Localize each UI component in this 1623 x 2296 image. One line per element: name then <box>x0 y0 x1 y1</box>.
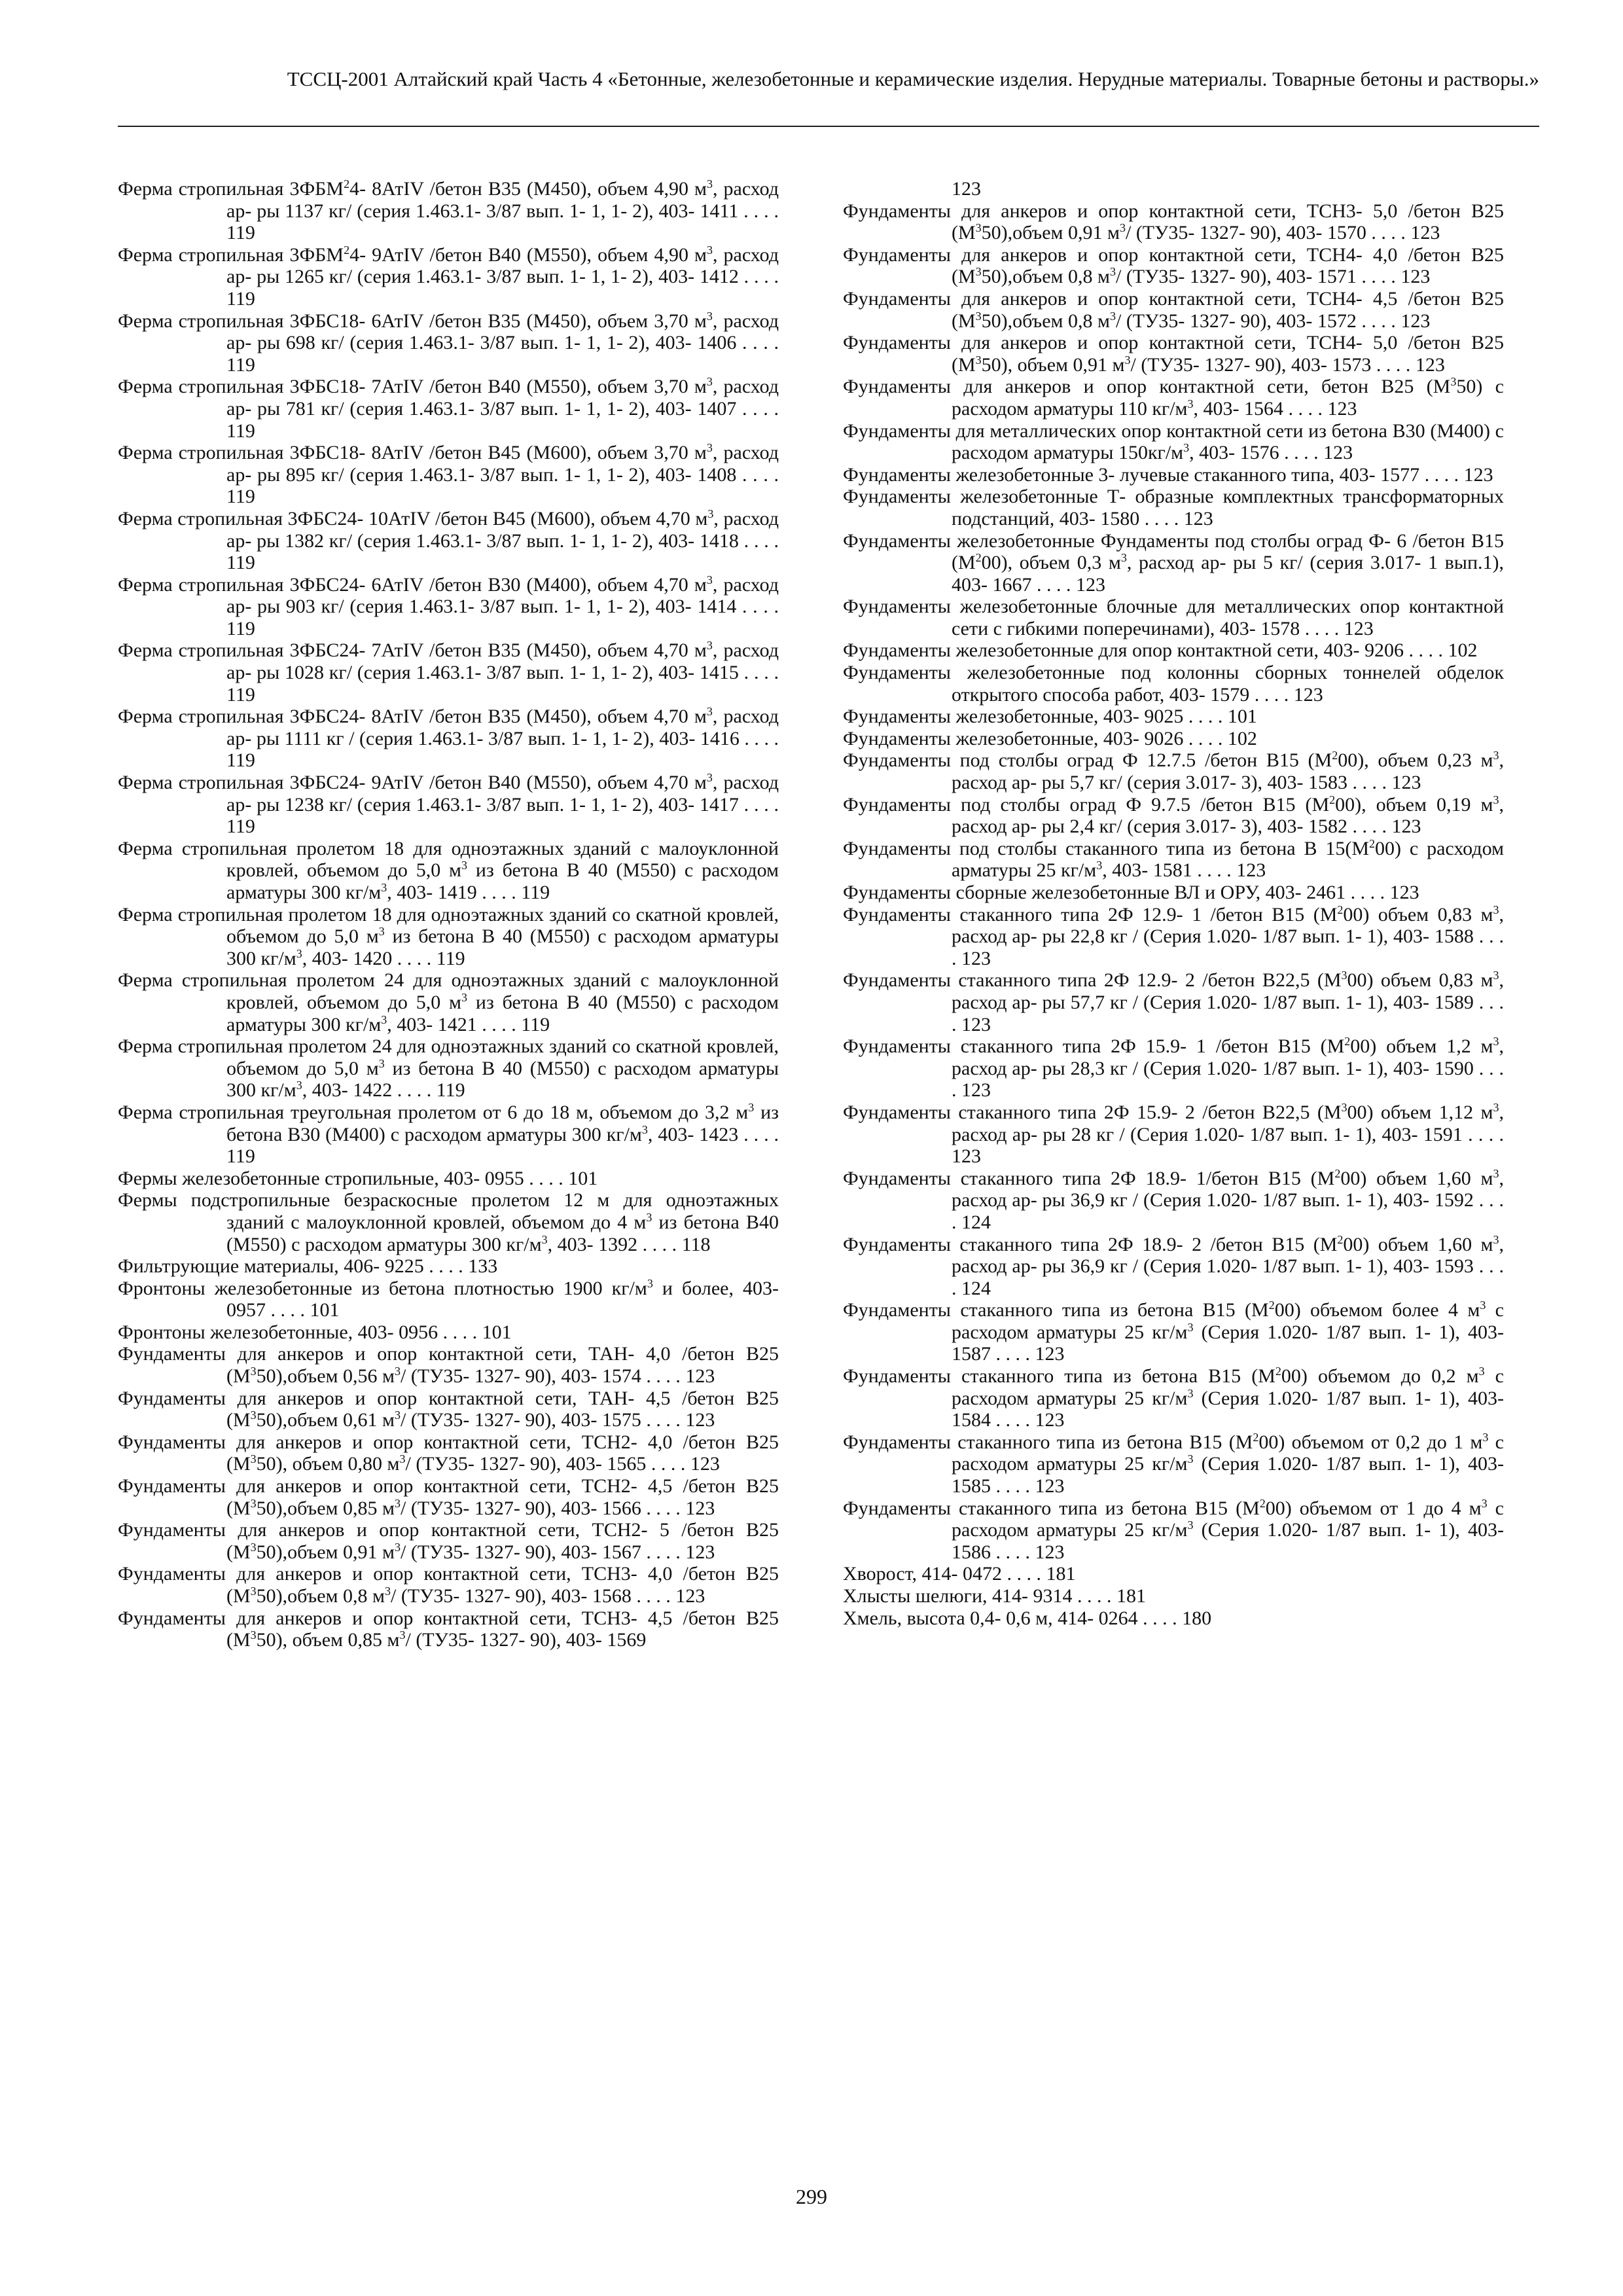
superscript: 2 <box>1334 1166 1341 1180</box>
index-entry: Фундаменты стаканного типа 2Ф 18.9- 1/бетон В15 $(М^200)$ объем 1,60 $м^3$, расход ар- ры 36,9 кг / (Серия 1.020- 1/87 вып. 1- 1), 403- 1592 . . . . 124 <box>843 1166 1504 1233</box>
entry-page-number: 119 <box>436 1079 465 1102</box>
entry-text: Фундаменты для металлических опор контактной сети из бетона В30 (М400) с расходом арматуры $150кг/м^3$, 403- 1576 <box>843 420 1504 464</box>
superscript: 3 <box>296 946 302 960</box>
superscript: 3 <box>1183 441 1190 455</box>
entry-page-number: 119 <box>436 947 465 969</box>
entry-page-number: 123 <box>1410 222 1440 244</box>
entry-text: Фундаменты железобетонные, 403- 9026 <box>843 727 1184 749</box>
index-entry: Ферма стропильная 3ФБС18- 6АтIV /бетон В35 (М450), объем 3,70 $м^3$, расход ар- ры 698 кг/ (серия 1.463.1- 3/87 вып. 1- 1, 1- 2), 403- 1406 . . . . 119 <box>118 309 779 376</box>
index-entry: Фундаменты под столбы оград Ф 9.7.5 /бетон В15 $(М^200)$, объем 0,19 $м^3$, расход ар- ры 2,4 кг/ (серия 3.017- 3), 403- 1582 . . . . 123 <box>843 793 1504 838</box>
index-entry <box>118 1607 779 1651</box>
entry-page-number: 119 <box>226 749 255 772</box>
entry-page-number: 123 <box>1293 683 1323 706</box>
index-entry: Фундаменты железобетонные, 403- 9026 . . . . 102 <box>843 727 1257 749</box>
index-entry: Фундаменты для металлических опор контактной сети из бетона В30 (М400) с расходом арматуры $150кг/м^3$, 403- 1576 . . . . 123 <box>843 420 1504 464</box>
index-entry: Ферма стропильная 3ФБС24- 6АтIV /бетон В30 (М400), объем 4,70 $м^3$, расход ар- ры 903 кг/ (серия 1.463.1- 3/87 вып. 1- 1, 1- 2), 403- 1414 . . . . 119 <box>118 573 779 639</box>
entry-page-number: 133 <box>468 1255 498 1278</box>
superscript: 3 <box>394 1496 401 1510</box>
superscript: 3 <box>1480 1299 1486 1312</box>
entry-page-number: 119 <box>226 222 255 244</box>
superscript: 3 <box>1341 1100 1347 1114</box>
entry-page-number: 123 <box>685 1409 715 1431</box>
index-entry: Ферма стропильная треугольная пролетом от 6 до 18 м, объемом до 3,2 $м^3$ из бетона В30 (М400) с расходом арматуры 300 $кг/м^3$, 403- 1423 . . . . 119 <box>118 1100 779 1168</box>
entry-text: Фундаменты стаканного типа 2Ф 12.9- 1 /бетон В15 $(М^200)$ объем 0,83 $м^3$, расход ар- ры 22,8 кг / (Серия 1.020- 1/87 вып. 1- 1), 403- 1588 <box>843 903 1504 948</box>
entry-page-number: 123 <box>1035 1343 1065 1365</box>
superscript: 3 <box>706 705 713 719</box>
entry-page-number: 123 <box>1400 310 1431 332</box>
superscript: 2 <box>1253 1430 1259 1444</box>
superscript: 3 <box>1187 1386 1194 1400</box>
index-entry: Фермы подстропильные безраскосные пролетом 12 м для одноэтажных зданий с малоуклонной кровлей, объемом до 4 $м^3$ из бетона В40 (М550) с расходом арматуры 300 $кг/м^3$, 403- 1392 . . . . 118 <box>118 1189 779 1255</box>
superscript: 3 <box>1119 221 1126 235</box>
index-entry: Ферма стропильная 3ФБС18- 8АтIV /бетон В45 (М600), объем 3,70 $м^3$, расход ар- ры 895 кг/ (серия 1.463.1- 3/87 вып. 1- 1, 1- 2), 403- 1408 . . . . 119 <box>118 441 779 508</box>
entry-text: Фронтоны железобетонные, 403- 0956 <box>118 1321 438 1343</box>
entry-text: Ферма стропильная 3ФБС24- 6АтIV /бетон В30 (М400), объем 4,70 $м^3$, расход ар- ры 903 кг/ (серия 1.463.1- 3/87 вып. 1- 1, 1- 2), 403- 1414 <box>118 573 779 618</box>
index-entry: Ферма стропильная 3ФБС24- 8АтIV /бетон В35 (М450), объем 4,70 $м^3$, расход ар- ры 1111 кг / (серия 1.463.1- 3/87 вып. 1- 1, 1- 2), 403- 1416 . . . . 119 <box>118 705 779 772</box>
superscript: 3 <box>1187 397 1194 410</box>
index-entry: Фундаменты для анкеров и опор контактной сети, ТАН- 4,5 /бетон В25 $(М^350),объем$ 0,61 $м^3/$ (ТУ35- 1327- 90), 403- 1575 . . . . 123 <box>118 1387 779 1431</box>
entry-page-number: 123 <box>1323 442 1353 464</box>
entry-page-number: 119 <box>226 420 255 442</box>
superscript: 3 <box>1493 1100 1499 1114</box>
index-entry: Фильтрующие материалы, 406- 9225 . . . . 133 <box>118 1255 498 1278</box>
entry-page-number: 102 <box>1227 727 1257 749</box>
superscript: 3 <box>706 375 713 389</box>
entry-page-number: 119 <box>521 1013 550 1035</box>
entry-page-number: 123 <box>1035 1541 1065 1563</box>
index-entry: Фундаменты железобетонные 3- лучевые стаканного типа, 403- 1577 . . . . 123 <box>843 463 1493 486</box>
superscript: 3 <box>975 353 982 367</box>
entry-text: Ферма стропильная 3ФБС18- 6АтIV /бетон В35 (М450), объем 3,70 $м^3$, расход ар- ры 698 кг/ (серия 1.463.1- 3/87 вып. 1- 1, 1- 2), 403- 1406 <box>118 309 779 354</box>
superscript: 3 <box>1109 309 1116 323</box>
superscript: 3 <box>250 1628 257 1642</box>
entry-page-number: 119 <box>226 617 255 639</box>
index-entry: Фундаменты стаканного типа из бетона В15 $(М^200)$ объемом до 0,2 $м^3$ с расходом арматуры 25 $кг/м^3$ (Серия 1.020- 1/87 вып. 1- 1), 403- 1584 . . . . 123 <box>843 1365 1504 1431</box>
superscript: 2 <box>1344 1035 1351 1049</box>
index-column-right <box>843 178 1504 1629</box>
entry-text: Фундаменты для анкеров и опор контактной сети, ТАН- 4,0 /бетон В25 $(М^350),объем$ 0,56 $м^3/$ (ТУ35- 1327- 90), 403- 1574 <box>118 1343 779 1388</box>
entry-page-number: 101 <box>310 1299 340 1321</box>
entry-page-number: 123 <box>1415 353 1445 376</box>
index-entry: Фронтоны железобетонные, 403- 0956 . . . . 101 <box>118 1321 512 1343</box>
entry-page-number: 124 <box>961 1211 991 1233</box>
entry-page-number: 123 <box>690 1453 720 1475</box>
superscript: 3 <box>399 1452 406 1466</box>
superscript: 2 <box>1337 903 1344 916</box>
entry-page-number: 119 <box>226 287 255 310</box>
entry-page-number: 123 <box>1400 266 1431 288</box>
entry-text: Ферма стропильная пролетом 18 для одноэтажных зданий со скатной кровлей, объемом до 5,0 $м^3$ из бетона В 40 (М550) с расходом арматуры 300 $кг/м^3$, 403- 1420 <box>118 903 779 969</box>
entry-page-number: 123 <box>1463 463 1493 486</box>
index-entry: Хворост, 414- 0472 . . . . 181 <box>843 1563 1076 1585</box>
entry-page-number: 123 <box>1391 816 1421 838</box>
index-entry: Фундаменты сборные железобетонные ВЛ и ОРУ, 403- 2461 . . . . 123 <box>843 882 1419 903</box>
entry-text: Фундаменты сборные железобетонные ВЛ и ОРУ, 403- 2461 <box>843 882 1346 903</box>
entry-page-number: 123 <box>675 1585 705 1607</box>
entry-page-number: 101 <box>568 1167 598 1189</box>
superscript: 3 <box>706 441 713 455</box>
index-entry: Ферма стропильная 3ФБС24- 7АтIV /бетон В35 (М450), объем 4,70 $м^3$, расход ар- ры 1028 кг/ (серия 1.463.1- 3/87 вып. 1- 1, 1- 2), 403- 1415 . . . . 119 <box>118 639 779 706</box>
index-entry: Фундаменты железобетонные блочные для металлических опор контактной сети с гибкими поперечинами), 403- 1578 . . . . 123 <box>843 596 1504 639</box>
index-entry: Фундаменты стаканного типа 2Ф 12.9- 1 /бетон В15 $(М^200)$ объем 0,83 $м^3$, расход ар- ры 22,8 кг / (Серия 1.020- 1/87 вып. 1- 1), 403- 1588 . . . . 123 <box>843 903 1504 969</box>
entry-page-number: 181 <box>1116 1585 1147 1607</box>
entry-page-number: 119 <box>226 552 255 574</box>
index-entry: Фундаменты для анкеров и опор контактной сети, ТСН4- 4,5 /бетон В25 $(М^350),объем$ 0,8 $м^3/$ (ТУ35- 1327- 90), 403- 1572 . . . . 123 <box>843 287 1504 332</box>
entry-page-number: 101 <box>482 1321 512 1343</box>
entry-text: Ферма стропильная 3ФБС24- 10АтIV /бетон В45 (М600), объем 4,70 $м^3$, расход ар- ры 1382 кг/ (серия 1.463.1- 3/87 вып. 1- 1, 1- 2), 403- 1418 <box>118 507 779 552</box>
superscript: 3 <box>399 1628 406 1642</box>
index-entry: Фундаменты для анкеров и опор контактной сети, ТСН2- 5 /бетон В25 $(М^350),объем$ 0,91 $м^3/$ (ТУ35- 1327- 90), 403- 1567 . . . . 123 <box>118 1519 779 1563</box>
superscript: 3 <box>394 1408 401 1422</box>
entry-page-number: 123 <box>1391 772 1421 794</box>
index-entry: Фронтоны железобетонные из бетона плотностью 1900 $кг/м^3$ и более, 403- 0957 . . . . 101 <box>118 1276 779 1321</box>
superscript: 2 <box>1329 793 1336 806</box>
superscript: 2 <box>1337 1232 1344 1246</box>
index-entry: Ферма стропильная 3ФБС18- 7АтIV /бетон В40 (М550), объем 3,70 $м^3$, расход ар- ры 781 кг/ (серия 1.463.1- 3/87 вып. 1- 1, 1- 2), 403- 1407 . . . . 119 <box>118 375 779 442</box>
superscript: 3 <box>394 1365 401 1378</box>
superscript: 3 <box>1493 1035 1499 1049</box>
superscript: 3 <box>1493 793 1499 806</box>
entry-text: Фундаменты железобетонные для опор контактной сети, 403- 9206 <box>843 639 1404 662</box>
superscript: 3 <box>706 309 713 323</box>
superscript: 2 <box>344 177 350 190</box>
superscript: 3 <box>381 881 387 894</box>
index-entry: Ферма стропильная пролетом 24 для одноэтажных зданий с малоуклонной кровлей, объемом до 5,0 $м^3$ из бетона В 40 (М550) с расходом арматуры 300 $кг/м^3$, 403- 1421 . . . . 119 <box>118 969 779 1035</box>
entry-text: Фундаменты стаканного типа из бетона В15 $(М^200)$ объемом от 0,2 до 1 $м^3$ с расходом арматуры 25 $кг/м^3$ (Серия 1.020- 1/87 вып. 1- 1), 403- 1585 <box>843 1430 1504 1498</box>
entry-text: Фундаменты для анкеров и опор контактной сети, ТСН3- 4,0 /бетон В25 $(М^350),объем$ 0,8 $м^3/$ (ТУ35- 1327- 90), 403- 1568 <box>118 1563 779 1607</box>
entry-text: Фундаменты для анкеров и опор контактной сети, бетон В25 $(М^350)$ с расходом арматуры 110 $кг/м^3$, 403- 1564 <box>843 375 1504 420</box>
superscript: 3 <box>706 573 713 586</box>
entry-page-number: 102 <box>1448 639 1478 662</box>
entry-text: Фундаменты для анкеров и опор контактной сети, ТСН4- 4,0 /бетон В25 $(М^350),объем$ 0,8 $м^3/$ (ТУ35- 1327- 90), 403- 1571 <box>843 243 1504 288</box>
entry-page-number: 123 <box>1236 859 1266 882</box>
superscript: 3 <box>250 1408 257 1422</box>
superscript: 3 <box>250 1365 257 1378</box>
index-entry: Фермы железобетонные стропильные, 403- 0955 . . . . 101 <box>118 1167 598 1189</box>
index-entry: Фундаменты для анкеров и опор контактной сети, ТСН3- 4,0 /бетон В25 $(М^350),объем$ 0,8 $м^3/$ (ТУ35- 1327- 90), 403- 1568 . . . . 123 <box>118 1563 779 1607</box>
superscript: 3 <box>1187 1320 1194 1334</box>
entry-text: Фундаменты железобетонные блочные для металлических опор контактной сети с гибкими поперечинами), 403- 1578 <box>843 596 1504 639</box>
index-entry: Фундаменты для анкеров и опор контактной сети, ТСН4- 4,0 /бетон В25 $(М^350),объем$ 0,8 $м^3/$ (ТУ35- 1327- 90), 403- 1571 . . . . 123 <box>843 243 1504 288</box>
entry-text: Ферма стропильная 3ФБМ$^2$4- 8АтIV /бетон В35 (М450), объем 4,90 $м^3$, расход ар- ры 1137 кг/ (серия 1.463.1- 3/87 вып. 1- 1, 1- 2), 403- 1411 <box>118 177 779 222</box>
superscript: 2 <box>1369 836 1376 850</box>
superscript: 2 <box>1332 749 1338 762</box>
index-entry: Хмель, высота 0,4- 0,6 м, 414- 0264 . . . . 180 <box>843 1607 1212 1629</box>
superscript: 3 <box>1341 969 1347 982</box>
superscript: 3 <box>1482 1430 1489 1444</box>
superscript: 3 <box>378 925 385 939</box>
entry-text: Ферма стропильная 3ФБМ$^2$4- 9АтIV /бетон В40 (М550), объем 4,90 $м^3$, расход ар- ры 1265 кг/ (серия 1.463.1- 3/87 вып. 1- 1, 1- 2), 403- 1412 <box>118 243 779 288</box>
entry-text: Фундаменты для анкеров и опор контактной сети, ТСН3- 5,0 /бетон В25 $(М^350),объем$ 0,91 $м^3/$ (ТУ35- 1327- 90), 403- 1570 <box>843 200 1504 244</box>
index-entry: Ферма стропильная 3ФБМ$^2$4- 8АтIV /бетон В35 (М450), объем 4,90 $м^3$, расход ар- ры 1137 кг/ (серия 1.463.1- 3/87 вып. 1- 1, 1- 2), 403- 1411 . . . . 119 <box>118 177 779 244</box>
entry-text: Ферма стропильная пролетом 24 для одноэтажных зданий с малоуклонной кровлей, объемом до 5,0 $м^3$ из бетона В 40 (М550) с расходом арматуры 300 $кг/м^3$, 403- 1421 <box>118 969 779 1035</box>
entry-text: Ферма стропильная 3ФБС18- 7АтIV /бетон В40 (М550), объем 3,70 $м^3$, расход ар- ры 781 кг/ (серия 1.463.1- 3/87 вып. 1- 1, 1- 2), 403- 1407 <box>118 375 779 420</box>
entry-text: Фундаменты железобетонные Фундаменты под столбы оград Ф- 6 /бетон В15 $(М^200)$, объем 0,3 $м^3$, расход ар- ры 5 кг/ (серия 3.017- 1 вып.1), 403- 1667 <box>843 529 1504 596</box>
index-entry: Фундаменты железобетонные, 403- 9025 . . . . 101 <box>843 706 1257 728</box>
index-entry: Ферма стропильная 3ФБС24- 9АтIV /бетон В40 (М550), объем 4,70 $м^3$, расход ар- ры 1238 кг/ (серия 1.463.1- 3/87 вып. 1- 1, 1- 2), 403- 1417 . . . . 119 <box>118 771 779 838</box>
superscript: 3 <box>381 1013 387 1026</box>
header-rule <box>118 126 1539 127</box>
index-entry: Фундаменты для анкеров и опор контактной сети, бетон В25 $(М^350)$ с расходом арматуры 110 $кг/м^3$, 403- 1564 . . . . 123 <box>843 375 1504 420</box>
index-entry: Фундаменты для анкеров и опор контактной сети, ТАН- 4,0 /бетон В25 $(М^350),объем$ 0,56 $м^3/$ (ТУ35- 1327- 90), 403- 1574 . . . . 123 <box>118 1343 779 1388</box>
superscript: 3 <box>706 243 713 257</box>
entry-text: Фронтоны железобетонные из бетона плотностью 1900 $кг/м^3$ и более, 403- 0957 <box>118 1276 779 1321</box>
continued-page-number: 123 <box>952 178 981 200</box>
superscript: 3 <box>1493 1166 1499 1180</box>
index-entry: Фундаменты железобетонные для опор контактной сети, 403- 9206 . . . . 102 <box>843 639 1478 662</box>
superscript: 3 <box>748 1100 755 1114</box>
index-column-left <box>118 178 779 1651</box>
superscript: 3 <box>707 507 714 520</box>
entry-text: Ферма стропильная пролетом 18 для одноэтажных зданий с малоуклонной кровлей, объемом до 5,0 $м^3$ из бетона В 40 (М550) с расходом арматуры 300 $кг/м^3$, 403- 1419 <box>118 837 779 903</box>
entry-text: Фундаменты под столбы оград Ф 9.7.5 /бетон В15 $(М^200)$, объем 0,19 $м^3$, расход ар- ры 2,4 кг/ (серия 3.017- 3), 403- 1582 <box>843 793 1504 838</box>
superscript: 3 <box>461 990 468 1004</box>
entry-page-number: 123 <box>685 1365 715 1388</box>
entry-text: Фундаменты под столбы стаканного типа из бетона В $15(М^200)$ с расходом арматуры 25 $кг/м^3$, 403- 1581 <box>843 836 1504 882</box>
entry-text: Хлысты шелюги, 414- 9314 <box>843 1585 1073 1607</box>
entry-page-number: 123 <box>952 1145 981 1168</box>
superscript: 3 <box>975 265 982 279</box>
superscript: 3 <box>706 771 713 785</box>
entry-text: Фундаменты для анкеров и опор контактной сети, ТСН4- 5,0 /бетон В25 $(М^350)$, объем 0,91 $м^3/$ (ТУ35- 1327- 90), 403- 1573 <box>843 332 1504 376</box>
entry-page-number: 123 <box>685 1541 715 1563</box>
superscript: 3 <box>706 177 713 190</box>
superscript: 2 <box>344 243 350 257</box>
entry-text: Фундаменты стаканного типа 2Ф 12.9- 2 /бетон В22,5 $(М^300)$ объем 0,83 $м^3$, расход ар- ры 57,7 кг / (Серия 1.020- 1/87 вып. 1- 1), 403- 1589 <box>843 969 1504 1013</box>
entry-page-number: 119 <box>226 353 255 376</box>
superscript: 3 <box>250 1496 257 1510</box>
entry-page-number: 180 <box>1182 1607 1212 1629</box>
superscript: 3 <box>250 1540 257 1554</box>
superscript: 3 <box>1493 1232 1499 1246</box>
entry-text: Ферма стропильная 3ФБС24- 8АтIV /бетон В35 (М450), объем 4,70 $м^3$, расход ар- ры 1111 кг / (серия 1.463.1- 3/87 вып. 1- 1, 1- 2), 403- 1416 <box>118 705 779 749</box>
superscript: 3 <box>1187 1518 1194 1532</box>
superscript: 3 <box>1120 551 1127 565</box>
entry-page-number: 123 <box>1035 1409 1065 1431</box>
entry-page-number: 123 <box>685 1497 715 1519</box>
entry-text: Фундаменты для анкеров и опор контактной сети, ТСН3- 4,5 /бетон В25 $(М^350)$, объем 0,85 $м^3/$ (ТУ35- 1327- 90), 403- 1569 <box>118 1607 779 1651</box>
index-entry: Ферма стропильная пролетом 24 для одноэтажных зданий со скатной кровлей, объемом до 5,0 $м^3$ из бетона В 40 (М550) с расходом арматуры 300 $кг/м^3$, 403- 1422 . . . . 119 <box>118 1035 779 1102</box>
entry-page-number: 123 <box>961 1079 991 1102</box>
entry-text: Фундаменты железобетонные Т- образные комплектных трансформаторных подстанций, 403- 1580 <box>843 486 1504 529</box>
superscript: 3 <box>1124 353 1131 367</box>
index-entry: Фундаменты под столбы оград Ф 12.7.5 /бетон В15 $(М^200)$, объем 0,23 $м^3$, расход ар- ры 5,7 кг/ (серия 3.017- 3), 403- 1583 . . . . 123 <box>843 749 1505 794</box>
superscript: 3 <box>706 639 713 653</box>
superscript: 3 <box>1493 969 1499 982</box>
superscript: 3 <box>296 1079 302 1092</box>
superscript: 3 <box>384 1585 391 1598</box>
index-entry: Фундаменты стаканного типа 2Ф 18.9- 2 /бетон В15 $(М^200)$ объем 1,60 $м^3$, расход ар- ры 36,9 кг / (Серия 1.020- 1/87 вып. 1- 1), 403- 1593 . . . . 124 <box>843 1232 1504 1299</box>
index-entry: Фундаменты железобетонные Фундаменты под столбы оград Ф- 6 /бетон В15 $(М^200)$, объем 0,3 $м^3$, расход ар- ры 5 кг/ (серия 3.017- 1 вып.1), 403- 1667 . . . . 123 <box>843 529 1504 596</box>
index-entry: Хлысты шелюги, 414- 9314 . . . . 181 <box>843 1585 1147 1607</box>
entry-page-number: 119 <box>226 1145 255 1168</box>
superscript: 3 <box>1478 1365 1485 1378</box>
entry-text: Ферма стропильная 3ФБС24- 7АтIV /бетон В35 (М450), объем 4,70 $м^3$, расход ар- ры 1028 кг/ (серия 1.463.1- 3/87 вып. 1- 1, 1- 2), 403- 1415 <box>118 639 779 684</box>
entry-text: Фундаменты для анкеров и опор контактной сети, ТСН2- 4,5 /бетон В25 $(М^350),объем$ 0,85 $м^3/$ (ТУ35- 1327- 90), 403- 1566 <box>118 1475 779 1519</box>
index-entry: Фундаменты для анкеров и опор контактной сети, ТСН2- 4,5 /бетон В25 $(М^350),объем$ 0,85 $м^3/$ (ТУ35- 1327- 90), 403- 1566 . . . . 123 <box>118 1475 779 1519</box>
entry-text: Фундаменты для анкеров и опор контактной сети, ТСН2- 5 /бетон В25 $(М^350),объем$ 0,91 $м^3/$ (ТУ35- 1327- 90), 403- 1567 <box>118 1519 779 1563</box>
entry-text: Фермы железобетонные стропильные, 403- 0955 <box>118 1167 524 1189</box>
index-entry: Фундаменты стаканного типа 2Ф 15.9- 1 /бетон В15 $(М^200)$ объем 1,2 $м^3$, расход ар- ры 28,3 кг / (Серия 1.020- 1/87 вып. 1- 1), 403- 1590 . . . . 123 <box>843 1035 1504 1102</box>
entry-page-number: 123 <box>1035 1475 1065 1498</box>
entry-page-number: 123 <box>1327 397 1357 420</box>
index-entry: Ферма стропильная 3ФБМ$^2$4- 9АтIV /бетон В40 (М550), объем 4,90 $м^3$, расход ар- ры 1265 кг/ (серия 1.463.1- 3/87 вып. 1- 1, 1- 2), 403- 1412 . . . . 119 <box>118 243 779 310</box>
superscript: 2 <box>975 551 982 565</box>
entry-text: Хворост, 414- 0472 <box>843 1563 1003 1585</box>
superscript: 3 <box>250 1585 257 1598</box>
entry-text: Фундаменты стаканного типа 2Ф 15.9- 1 /бетон В15 $(М^200)$ объем 1,2 $м^3$, расход ар- ры 28,3 кг / (Серия 1.020- 1/87 вып. 1- 1), 403- 1590 <box>843 1035 1504 1079</box>
entry-page-number: 119 <box>226 816 255 838</box>
entry-page-number: 123 <box>1389 882 1419 903</box>
entry-text: Фундаменты железобетонные, 403- 9025 <box>843 706 1184 728</box>
superscript: 3 <box>1493 903 1499 916</box>
superscript: 3 <box>646 1210 652 1224</box>
index-entry: Фундаменты для анкеров и опор контактной сети, ТСН3- 5,0 /бетон В25 $(М^350),объем$ 0,91 $м^3/$ (ТУ35- 1327- 90), 403- 1570 . . . . 123 <box>843 200 1504 244</box>
entry-page-number: 123 <box>1183 507 1213 529</box>
entry-text: Фермы подстропильные безраскосные пролетом 12 м для одноэтажных зданий с малоуклонной кровлей, объемом до 4 $м^3$ из бетона В40 (М550) с расходом арматуры 300 $кг/м^3$, 403- 1392 <box>118 1189 779 1255</box>
entry-text: Фундаменты для анкеров и опор контактной сети, ТСН4- 4,5 /бетон В25 $(М^350),объем$ 0,8 $м^3/$ (ТУ35- 1327- 90), 403- 1572 <box>843 287 1504 332</box>
entry-page-number: 119 <box>521 882 550 903</box>
entry-page-number: 181 <box>1046 1563 1076 1585</box>
entry-text: Фундаменты стаканного типа 2Ф 18.9- 1/бетон В15 $(М^200)$ объем 1,60 $м^3$, расход ар- ры 36,9 кг / (Серия 1.020- 1/87 вып. 1- 1), 403- 1592 <box>843 1166 1504 1211</box>
entry-text: Фундаменты стаканного типа из бетона В15 $(М^200)$ объемом до 0,2 $м^3$ с расходом арматуры 25 $кг/м^3$ (Серия 1.020- 1/87 вып. 1- 1), 403- 1584 <box>843 1365 1504 1431</box>
superscript: 3 <box>394 1540 401 1554</box>
entry-text: Фундаменты стаканного типа 2Ф 15.9- 2 /бетон В22,5 $(М^300)$ объем 1,12 $м^3$, расход ар- ры 28 кг / (Серия 1.020- 1/87 вып. 1- 1), 403- 1591 <box>843 1100 1504 1145</box>
entry-page-number: 119 <box>226 683 255 706</box>
index-entry: Фундаменты стаканного типа из бетона В15 $(М^200)$ объемом от 1 до 4 $м^3$ с расходом арматуры 25 $кг/м^3$ (Серия 1.020- 1/87 вып. 1- 1), 403- 1586 . . . . 123 <box>843 1496 1504 1563</box>
index-entry: Фундаменты под столбы стаканного типа из бетона В $15(М^200)$ с расходом арматуры 25 $кг/м^3$, 403- 1581 . . . . 123 <box>843 836 1504 882</box>
index-entry: Фундаменты для анкеров и опор контактной сети, ТСН2- 4,0 /бетон В25 $(М^350)$, объем 0,80 $м^3/$ (ТУ35- 1327- 90), 403- 1565 . . . . 123 <box>118 1431 779 1475</box>
entry-text: Хмель, высота 0,4- 0,6 м, 414- 0264 <box>843 1607 1138 1629</box>
index-entry: Ферма стропильная пролетом 18 для одноэтажных зданий со скатной кровлей, объемом до 5,0 $м^3$ из бетона В 40 (М550) с расходом арматуры 300 $кг/м^3$, 403- 1420 . . . . 119 <box>118 903 779 969</box>
page-number: 299 <box>796 2185 827 2208</box>
entry-text: Фундаменты железобетонные под колонны сборных тоннелей обделок открытого способа работ, 403- 1579 <box>843 662 1504 706</box>
superscript: 2 <box>1275 1365 1281 1378</box>
index-entry: Фундаменты железобетонные под колонны сборных тоннелей обделок открытого способа работ, 403- 1579 . . . . 123 <box>843 662 1504 706</box>
entry-page-number: 123 <box>1344 617 1374 639</box>
entry-page-number: 123 <box>961 947 991 969</box>
running-header: ТССЦ-2001 Алтайский край Часть 4 «Бетонные, железобетонные и керамические изделия. Нерудные материалы. Товарные бетоны и растворы.» <box>287 67 1539 90</box>
superscript: 3 <box>1481 1496 1488 1510</box>
entry-text: Фундаменты для анкеров и опор контактной сети, ТСН2- 4,0 /бетон В25 $(М^350)$, объем 0,80 $м^3/$ (ТУ35- 1327- 90), 403- 1565 <box>118 1431 779 1475</box>
index-entry: Фундаменты для анкеров и опор контактной сети, ТСН4- 5,0 /бетон В25 $(М^350)$, объем 0,91 $м^3/$ (ТУ35- 1327- 90), 403- 1573 . . . . 123 <box>843 332 1504 376</box>
entry-page-number: 119 <box>226 486 255 508</box>
entry-text: Фундаменты железобетонные 3- лучевые стаканного типа, 403- 1577 <box>843 463 1420 486</box>
entry-text: Ферма стропильная пролетом 24 для одноэтажных зданий со скатной кровлей, объемом до 5,0 $м^3$ из бетона В 40 (М550) с расходом арматуры 300 $кг/м^3$, 403- 1422 <box>118 1035 779 1102</box>
entry-text: Фундаменты для анкеров и опор контактной сети, ТАН- 4,5 /бетон В25 $(М^350),объем$ 0,61 $м^3/$ (ТУ35- 1327- 90), 403- 1575 <box>118 1387 779 1431</box>
index-entry: Фундаменты железобетонные Т- образные комплектных трансформаторных подстанций, 403- 1580 . . . . 123 <box>843 486 1504 529</box>
superscript: 3 <box>1187 1452 1194 1466</box>
superscript: 3 <box>641 1122 648 1136</box>
index-entry: Фундаменты стаканного типа из бетона В15 $(М^200)$ объемом от 0,2 до 1 $м^3$ с расходом арматуры 25 $кг/м^3$ (Серия 1.020- 1/87 вып. 1- 1), 403- 1585 . . . . 123 <box>843 1430 1504 1498</box>
superscript: 3 <box>1109 265 1116 279</box>
entry-page-number: 123 <box>1076 573 1105 596</box>
index-entry: Ферма стропильная пролетом 18 для одноэтажных зданий с малоуклонной кровлей, объемом до 5,0 $м^3$ из бетона В 40 (М550) с расходом арматуры 300 $кг/м^3$, 403- 1419 . . . . 119 <box>118 837 779 903</box>
entry-text: Фундаменты стаканного типа из бетона В15 $(М^200)$ объемом от 1 до 4 $м^3$ с расходом арматуры 25 $кг/м^3$ (Серия 1.020- 1/87 вып. 1- 1), 403- 1586 <box>843 1496 1504 1563</box>
index-entry: Фундаменты стаканного типа из бетона В15 $(М^200)$ объемом более 4 $м^3$ с расходом арматуры 25 $кг/м^3$ (Серия 1.020- 1/87 вып. 1- 1), 403- 1587 . . . . 123 <box>843 1299 1505 1365</box>
index-entry: Фундаменты стаканного типа 2Ф 15.9- 2 /бетон В22,5 $(М^300)$ объем 1,12 $м^3$, расход ар- ры 28 кг / (Серия 1.020- 1/87 вып. 1- 1), 403- 1591 . . . . 123 <box>843 1100 1504 1168</box>
superscript: 2 <box>1259 1496 1266 1510</box>
superscript: 3 <box>975 309 982 323</box>
entry-text: Ферма стропильная 3ФБС24- 9АтIV /бетон В40 (М550), объем 4,70 $м^3$, расход ар- ры 1238 кг/ (серия 1.463.1- 3/87 вып. 1- 1, 1- 2), 403- 1417 <box>118 771 779 816</box>
superscript: 3 <box>1096 859 1103 872</box>
superscript: 3 <box>975 221 982 235</box>
entry-text: Фундаменты под столбы оград Ф 12.7.5 /бетон В15 $(М^200)$, объем 0,23 $м^3$, расход ар- ры 5,7 кг/ (серия 3.017- 3), 403- 1583 <box>843 749 1505 794</box>
superscript: 3 <box>1450 375 1457 389</box>
index-entry: Ферма стропильная 3ФБС24- 10АтIV /бетон В45 (М600), объем 4,70 $м^3$, расход ар- ры 1382 кг/ (серия 1.463.1- 3/87 вып. 1- 1, 1- 2), 403- 1418 . . . . 119 <box>118 507 779 574</box>
superscript: 3 <box>250 1452 257 1466</box>
index-entry: Фундаменты стаканного типа 2Ф 12.9- 2 /бетон В22,5 $(М^300)$ объем 0,83 $м^3$, расход ар- ры 57,7 кг / (Серия 1.020- 1/87 вып. 1- 1), 403- 1589 . . . . 123 <box>843 969 1504 1035</box>
entry-text: Ферма стропильная 3ФБС18- 8АтIV /бетон В45 (М600), объем 3,70 $м^3$, расход ар- ры 895 кг/ (серия 1.463.1- 3/87 вып. 1- 1, 1- 2), 403- 1408 <box>118 441 779 486</box>
superscript: 3 <box>541 1232 548 1246</box>
entry-page-number: 118 <box>681 1233 711 1255</box>
entry-page-number: 123 <box>961 1013 991 1035</box>
entry-text: Ферма стропильная треугольная пролетом от 6 до 18 м, объемом до 3,2 $м^3$ из бетона В30 (М400) с расходом арматуры 300 $кг/м^3$, 403- 1423 <box>118 1100 779 1145</box>
entry-page-number: 124 <box>961 1277 991 1299</box>
entry-text: Фундаменты стаканного типа 2Ф 18.9- 2 /бетон В15 $(М^200)$ объем 1,60 $м^3$, расход ар- ры 36,9 кг / (Серия 1.020- 1/87 вып. 1- 1), 403- 1593 <box>843 1232 1504 1278</box>
entry-page-number: 101 <box>1227 706 1257 728</box>
superscript: 3 <box>461 859 468 872</box>
entry-text: Фундаменты стаканного типа из бетона В15 $(М^200)$ объемом более 4 $м^3$ с расходом арматуры 25 $кг/м^3$ (Серия 1.020- 1/87 вып. 1- 1), 403- 1587 <box>843 1299 1505 1365</box>
superscript: 3 <box>647 1276 653 1290</box>
superscript: 3 <box>378 1056 385 1070</box>
superscript: 3 <box>1493 749 1499 762</box>
superscript: 2 <box>1268 1299 1275 1312</box>
entry-text: Фильтрующие материалы, 406- 9225 <box>118 1255 424 1278</box>
